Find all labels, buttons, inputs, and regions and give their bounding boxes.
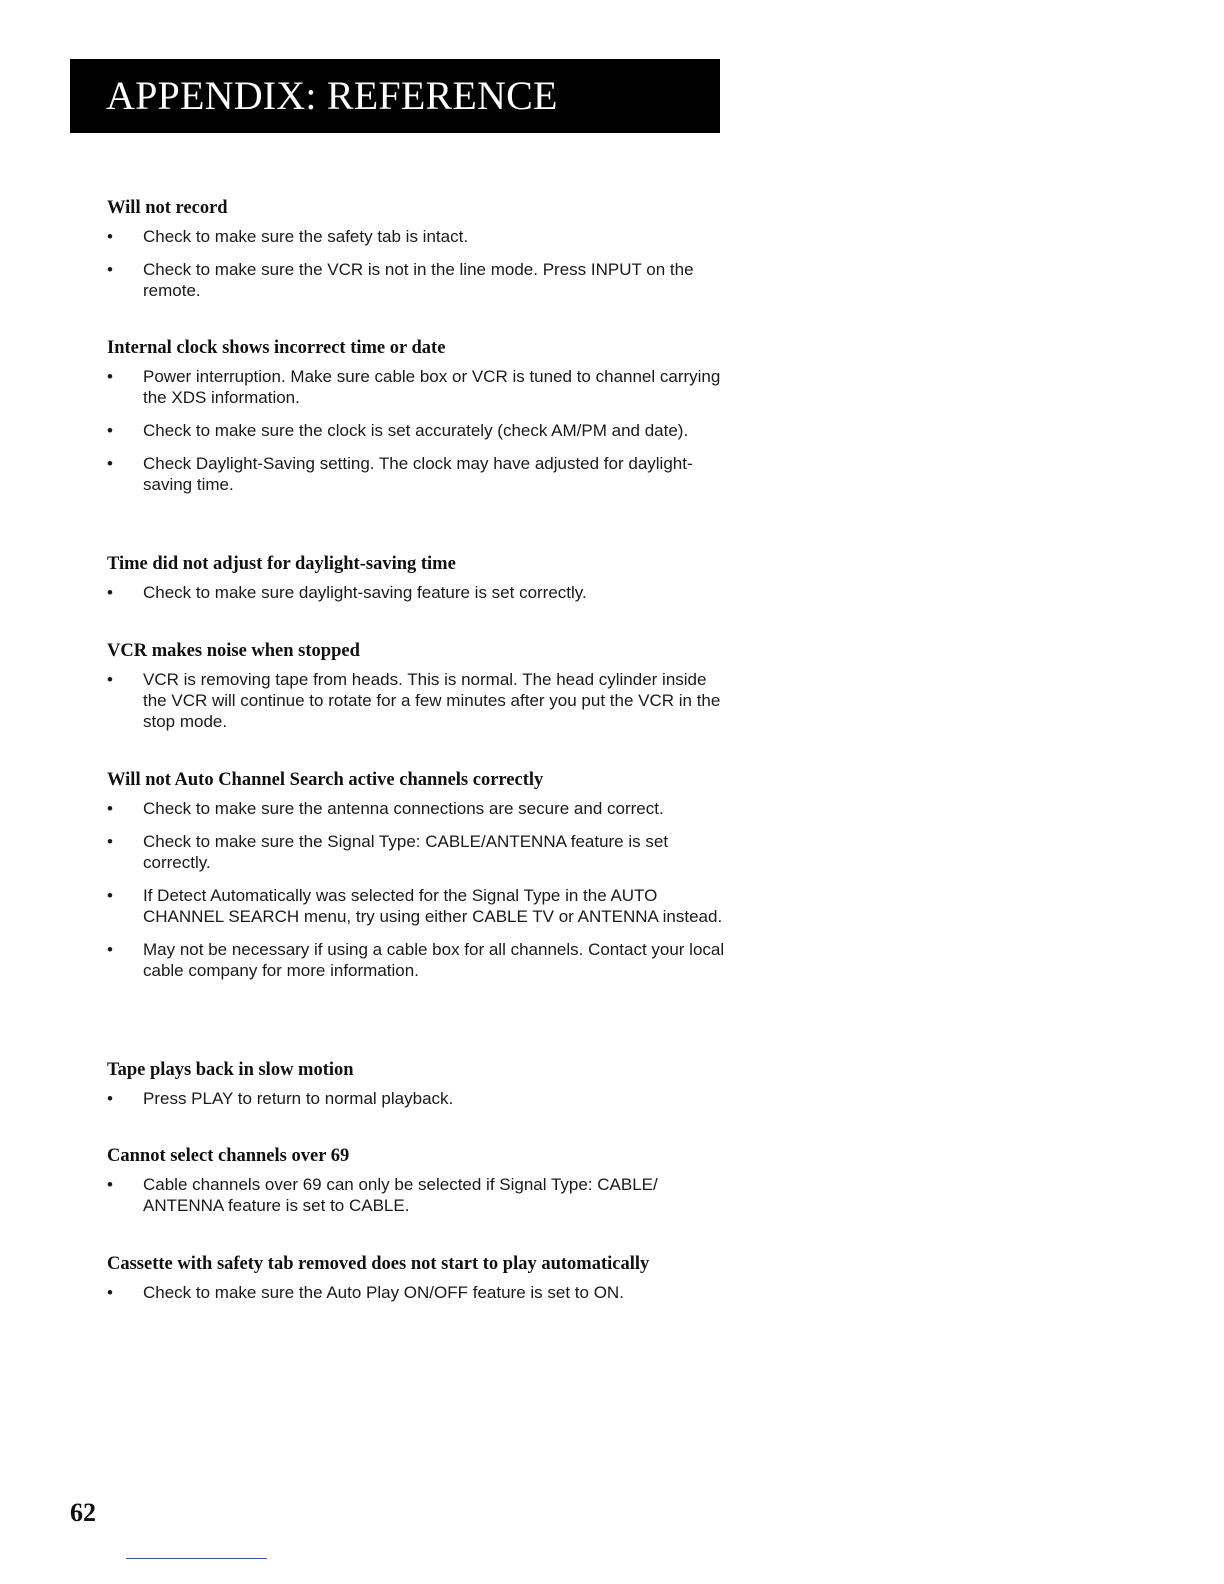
section-daylight-saving <box>107 552 747 639</box>
bullet-list <box>107 1088 747 1109</box>
list-item-text: Check to make sure the clock is set accurately (check AM/PM and date). <box>143 421 689 440</box>
list-item-text: Check to make sure daylight-saving feature is set correctly. <box>143 583 587 602</box>
bullet-list <box>107 798 747 981</box>
list-item <box>107 259 733 301</box>
page-number: 62 <box>70 1498 96 1527</box>
bullet-icon: • <box>107 1283 113 1302</box>
list-item-text: May not be necessary if using a cable box for all channels. Contact your local cable company for more information. <box>143 940 725 980</box>
troubleshooting-content <box>107 196 747 1315</box>
list-item-text: Check to make sure the safety tab is intact. <box>143 227 469 246</box>
bullet-list <box>107 1282 747 1303</box>
list-item-text: Check to make sure the Signal Type: CABLE/ANTENNA feature is set correctly. <box>143 832 669 872</box>
bullet-icon: • <box>107 367 113 386</box>
bullet-icon: • <box>107 454 113 473</box>
bullet-list <box>107 226 747 301</box>
section-heading: Time did not adjust for daylight-saving time <box>107 554 456 574</box>
section-channels-over-69 <box>107 1144 747 1252</box>
list-item-text: Check to make sure the antenna connections are secure and correct. <box>143 799 664 818</box>
bullet-list <box>107 366 747 495</box>
section-heading: Internal clock shows incorrect time or date <box>107 338 446 358</box>
list-item <box>107 582 733 603</box>
appendix-banner <box>70 59 720 133</box>
page-title: APPENDIX: REFERENCE <box>106 73 558 118</box>
list-item-text: Cable channels over 69 can only be selected if Signal Type: CABLE/ ANTENNA feature is set to CABLE. <box>143 1175 658 1215</box>
list-item <box>107 669 733 732</box>
bullet-icon: • <box>107 799 113 818</box>
bullet-icon: • <box>107 886 113 905</box>
bullet-icon: • <box>107 670 113 689</box>
section-vcr-noise <box>107 639 747 768</box>
list-item-text: If Detect Automatically was selected for the Signal Type in the AUTO CHANNEL SEARCH menu, try using either CABLE TV or ANTENNA instead. <box>143 886 723 926</box>
list-item <box>107 831 733 873</box>
bullet-icon: • <box>107 260 113 279</box>
section-heading: Cassette with safety tab removed does not start to play automatically <box>107 1254 650 1274</box>
section-heading: Will not record <box>107 198 228 218</box>
bullet-list <box>107 582 747 603</box>
list-item <box>107 1174 733 1216</box>
list-item <box>107 226 733 247</box>
list-item <box>107 366 733 408</box>
list-item <box>107 1088 733 1109</box>
list-item <box>107 798 733 819</box>
section-auto-play <box>107 1252 747 1303</box>
footer-rule <box>126 1558 267 1559</box>
bullet-icon: • <box>107 421 113 440</box>
list-item-text: Press PLAY to return to normal playback. <box>143 1089 454 1108</box>
list-item <box>107 885 733 927</box>
section-heading: Cannot select channels over 69 <box>107 1146 350 1166</box>
list-item <box>107 453 733 495</box>
section-will-not-record <box>107 196 747 336</box>
list-item <box>107 420 733 441</box>
section-slow-motion <box>107 1058 747 1144</box>
section-internal-clock <box>107 336 747 552</box>
list-item-text: Check Daylight-Saving setting. The clock may have adjusted for daylight-saving time. <box>143 454 693 494</box>
list-item <box>107 1282 733 1303</box>
bullet-list <box>107 1174 747 1216</box>
list-item <box>107 939 733 981</box>
bullet-icon: • <box>107 940 113 959</box>
section-auto-channel-search <box>107 768 747 1058</box>
bullet-icon: • <box>107 1089 113 1108</box>
bullet-icon: • <box>107 832 113 851</box>
bullet-list <box>107 669 747 732</box>
list-item-text: VCR is removing tape from heads. This is normal. The head cylinder inside the VCR will continue to rotate for a few minutes after you put the VCR in the stop mode. <box>143 670 721 731</box>
bullet-icon: • <box>107 227 113 246</box>
list-item-text: Check to make sure the Auto Play ON/OFF feature is set to ON. <box>143 1283 624 1302</box>
section-heading: Tape plays back in slow motion <box>107 1060 354 1080</box>
bullet-icon: • <box>107 1175 113 1194</box>
list-item-text: Check to make sure the VCR is not in the line mode. Press INPUT on the remote. <box>143 260 694 300</box>
section-heading: Will not Auto Channel Search active channels correctly <box>107 770 544 790</box>
bullet-icon: • <box>107 583 113 602</box>
list-item-text: Power interruption. Make sure cable box or VCR is tuned to channel carrying the XDS information. <box>143 367 721 407</box>
section-heading: VCR makes noise when stopped <box>107 641 360 661</box>
